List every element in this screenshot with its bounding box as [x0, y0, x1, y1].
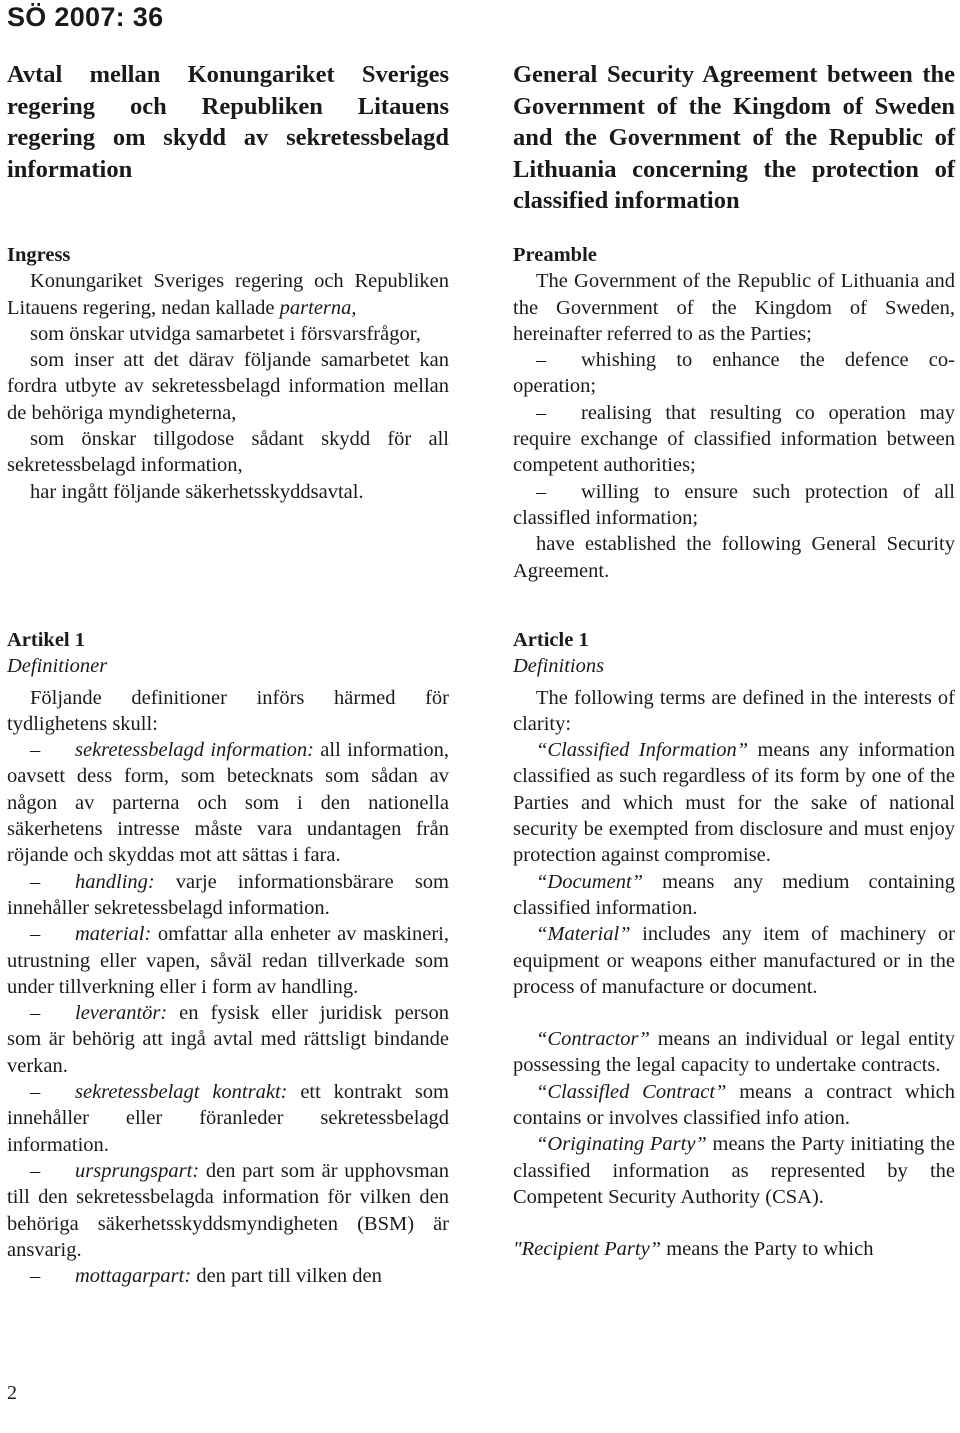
definition-item: “Contractor” means an individual or legal entity possessing the legal capacity to undertake contracts.: [513, 1028, 955, 1077]
article-heading: Artikel 1: [7, 629, 85, 651]
preamble-paragraph: har ingått följande säkerhetsskyddsavtal.: [30, 480, 364, 503]
preamble-paragraph: som inser att det därav följande samarbetet kan fordra utbyte av sekretessbelagd information mellan de behöriga myndigheterna,: [7, 349, 449, 424]
definition-item: "Recipient Party” means the Party to which: [513, 1238, 874, 1261]
swedish-title: Avtal mellan Konungariket Sveriges regering och Republiken Litauens regering om skydd av sekretessbelagd information: [7, 61, 449, 183]
definition-item: – sekretessbelagd information: all information, oavsett dess form, som betecknats som sådan av någon av parterna och som i den nationella säkerhetens intresse måste vara undantagen från röjande och skyddas mot att sättas i fara.: [7, 739, 449, 867]
preamble-heading: Preamble: [513, 244, 597, 266]
definition-item: “Classifled Contract” means a contract which contains or involves classified info ation.: [513, 1080, 955, 1130]
preamble-paragraph: Konungariket Sveriges regering och Republiken Litauens regering, nedan kallade parterna,: [7, 270, 449, 319]
preamble-heading: Ingress: [7, 244, 71, 266]
definition-item: – sekretessbelagt kontrakt: ett kontrakt som innehåller eller föranleder sekretessbelagd information.: [7, 1081, 450, 1156]
definition-item: “Classified Information” means any information classified as such regardless of its form by one of the Parties and which must for the sake of national security be exempted from disclosure and must enjoy protection against compromise.: [513, 739, 955, 867]
preamble-paragraph: som önskar utvidga samarbetet i försvarsfrågor,: [30, 322, 421, 345]
english-preamble: [513, 242, 955, 584]
english-article-1: [513, 627, 955, 1263]
english-title: General Security Agreement between the Government of the Kingdom of Sweden and the Government of the Republic of Lithuania concerning the protection of classified information: [513, 61, 955, 214]
definition-item: – ursprungspart: den part som är upphovsman till den sekretessbelagda information för vilken den behöriga säkerhetsskyddsmyndigheten (BSM) är ansvarig.: [7, 1159, 449, 1261]
article-subheading: Definitions: [513, 655, 605, 678]
preamble-paragraph: – willing to ensure such protection of all classifled information;: [513, 480, 955, 529]
defined-term: parterna,: [279, 296, 357, 319]
article-heading: Article 1: [513, 629, 589, 651]
preamble-paragraph: – realising that resulting co operation may require exchange of classified information between competent authorities;: [513, 401, 955, 477]
definition-item: – handling: varje informationsbärare som innehåller sekretessbelagd information.: [7, 870, 449, 919]
document-code: SÖ 2007: 36: [7, 2, 164, 32]
page-number: 2: [7, 1382, 17, 1404]
definition-item: “Document” means any medium containing classified information.: [513, 870, 955, 919]
preamble-paragraph: have established the following General Security Agreement.: [513, 533, 955, 582]
preamble-paragraph: – whishing to enhance the defence co-operation;: [513, 349, 955, 398]
definition-item: “Originating Party” means the Party initiating the classified information as represented by the Competent Security Authority (CSA).: [513, 1133, 955, 1208]
definitions-intro: Följande definitioner införs härmed för tydlighetens skull:: [7, 686, 449, 735]
definitions-intro: The following terms are defined in the interests of clarity:: [513, 686, 955, 735]
swedish-preamble: [7, 242, 449, 505]
definition-item: – leverantör: en fysisk eller juridisk person som är behörig att ingå avtal med rättsligt bindande verkan.: [7, 1002, 449, 1077]
definition-item: “Material” includes any item of machinery or equipment or weapons either manufactured or in the process of manufacture or document.: [513, 923, 955, 998]
article-subheading: Definitioner: [7, 655, 108, 678]
definition-item: – mottagarpart: den part till vilken den: [30, 1265, 382, 1288]
swedish-article-1: [7, 627, 449, 1289]
definition-item: – material: omfattar alla enheter av maskineri, utrustning eller vapen, såväl redan tillverkade som under tillverkning eller i form av handling.: [7, 923, 449, 998]
preamble-paragraph: som önskar tillgodose sådant skydd för all sekretessbelagd information,: [7, 428, 449, 477]
preamble-paragraph: The Government of the Republic of Lithuania and the Government of the Kingdom of Sweden, hereinafter referred to as the Parties;: [513, 270, 955, 345]
